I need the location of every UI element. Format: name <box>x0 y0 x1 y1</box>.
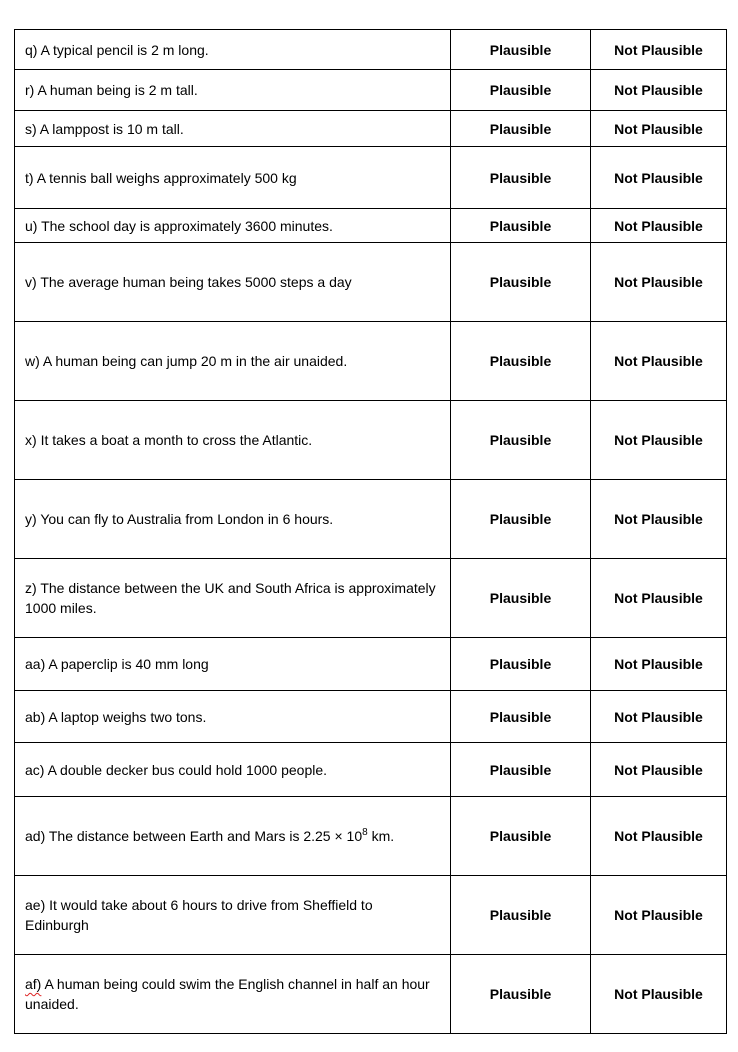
plausible-option[interactable]: Plausible <box>451 322 591 401</box>
not-plausible-option[interactable]: Not Plausible <box>591 111 727 147</box>
not-plausible-option[interactable]: Not Plausible <box>591 559 727 638</box>
statement-unit: km. <box>367 828 395 844</box>
not-plausible-option[interactable]: Not Plausible <box>591 797 727 876</box>
plausible-option[interactable]: Plausible <box>451 480 591 559</box>
not-plausible-option[interactable]: Not Plausible <box>591 243 727 322</box>
not-plausible-option[interactable]: Not Plausible <box>591 876 727 955</box>
plausible-option[interactable]: Plausible <box>451 30 591 70</box>
not-plausible-option[interactable]: Not Plausible <box>591 691 727 743</box>
table-row <box>15 797 727 876</box>
statement-cell <box>15 480 451 559</box>
plausible-option[interactable]: Plausible <box>451 111 591 147</box>
table-row <box>15 111 727 147</box>
statement-cell <box>15 209 451 243</box>
statement-cell <box>15 559 451 638</box>
statement-cell <box>15 111 451 147</box>
statement-letter: s) <box>25 120 37 137</box>
statement-text: A lamppost is 10 m tall. <box>39 120 184 137</box>
plausible-option[interactable]: Plausible <box>451 797 591 876</box>
table-row <box>15 401 727 480</box>
table-row <box>15 559 727 638</box>
statement-letter: t) <box>25 169 34 186</box>
statement-text: A double decker bus could hold 1000 people. <box>47 761 328 778</box>
table-row <box>15 743 727 797</box>
statement-letter: r) <box>25 82 35 98</box>
not-plausible-option[interactable]: Not Plausible <box>591 743 727 797</box>
statement-letter: q) <box>25 41 38 58</box>
plausible-option[interactable]: Plausible <box>451 70 591 111</box>
table-row <box>15 243 727 322</box>
statement-text: A human being is 2 m tall. <box>37 82 198 98</box>
plausible-option[interactable]: Plausible <box>451 147 591 209</box>
statement-letter: ab) <box>25 708 46 725</box>
statement-cell <box>15 401 451 480</box>
statement-letter: aa) <box>25 656 46 672</box>
statement-text: A human being can jump 20 m in the air unaided. <box>42 353 348 369</box>
table-row <box>15 147 727 209</box>
statement-text: The school day is approximately 3600 minutes. <box>41 217 333 234</box>
statement-text: A laptop weighs two tons. <box>48 708 207 725</box>
exponent: 8 <box>362 827 368 838</box>
statement-letter: v) <box>25 274 37 290</box>
not-plausible-option[interactable]: Not Plausible <box>591 401 727 480</box>
table-row <box>15 955 727 1034</box>
statement-text: A tennis ball weighs approximately 500 kg <box>36 169 297 186</box>
statement-cell <box>15 30 451 70</box>
statement-letter: ac) <box>25 761 45 778</box>
statement-cell <box>15 70 451 111</box>
plausibility-table <box>14 29 727 1034</box>
plausible-option[interactable]: Plausible <box>451 401 591 480</box>
not-plausible-option[interactable]: Not Plausible <box>591 480 727 559</box>
table-row <box>15 480 727 559</box>
statement-letter: y) <box>25 511 37 527</box>
statement-text: A paperclip is 40 mm long <box>48 656 209 672</box>
table-row <box>15 691 727 743</box>
statement-letter: af) <box>25 976 42 992</box>
not-plausible-option[interactable]: Not Plausible <box>591 70 727 111</box>
statement-text: It takes a boat a month to cross the Atlantic. <box>40 432 313 448</box>
statement-text: You can fly to Australia from London in 6 hours. <box>40 511 334 527</box>
statement-text: The distance between Earth and Mars is 2.25 × 10 <box>48 828 363 844</box>
not-plausible-option[interactable]: Not Plausible <box>591 638 727 691</box>
statement-letter: w) <box>25 353 40 369</box>
statement-text: The distance between the UK and South Africa is approximately 1000 miles. <box>25 580 436 616</box>
plausible-option[interactable]: Plausible <box>451 743 591 797</box>
table-row <box>15 876 727 955</box>
plausible-option[interactable]: Plausible <box>451 209 591 243</box>
statement-text: A human being could swim the English channel in half an hour unaided. <box>25 976 430 1012</box>
plausible-option[interactable]: Plausible <box>451 638 591 691</box>
statement-letter: z) <box>25 580 37 596</box>
table-row <box>15 70 727 111</box>
table-row <box>15 638 727 691</box>
statement-letter: ad) <box>25 828 46 844</box>
statement-cell <box>15 797 451 876</box>
statement-cell <box>15 955 451 1034</box>
plausible-option[interactable]: Plausible <box>451 955 591 1034</box>
statement-cell <box>15 691 451 743</box>
table-row <box>15 322 727 401</box>
plausible-option[interactable]: Plausible <box>451 876 591 955</box>
plausible-option[interactable]: Plausible <box>451 691 591 743</box>
statement-letter: u) <box>25 217 38 234</box>
plausible-option[interactable]: Plausible <box>451 243 591 322</box>
statement-cell <box>15 638 451 691</box>
statement-cell <box>15 876 451 955</box>
statement-cell <box>15 322 451 401</box>
not-plausible-option[interactable]: Not Plausible <box>591 30 727 70</box>
not-plausible-option[interactable]: Not Plausible <box>591 147 727 209</box>
statement-text: A typical pencil is 2 m long. <box>40 41 209 58</box>
statement-cell <box>15 147 451 209</box>
table-row <box>15 209 727 243</box>
statement-text: The average human being takes 5000 steps a day <box>40 274 352 290</box>
statement-cell <box>15 743 451 797</box>
table-row <box>15 30 727 70</box>
plausible-option[interactable]: Plausible <box>451 559 591 638</box>
statement-letter: ae) <box>25 897 46 913</box>
statement-cell <box>15 243 451 322</box>
statement-text: It would take about 6 hours to drive from Sheffield to Edinburgh <box>25 897 373 933</box>
not-plausible-option[interactable]: Not Plausible <box>591 955 727 1034</box>
not-plausible-option[interactable]: Not Plausible <box>591 322 727 401</box>
statement-letter: x) <box>25 432 37 448</box>
not-plausible-option[interactable]: Not Plausible <box>591 209 727 243</box>
